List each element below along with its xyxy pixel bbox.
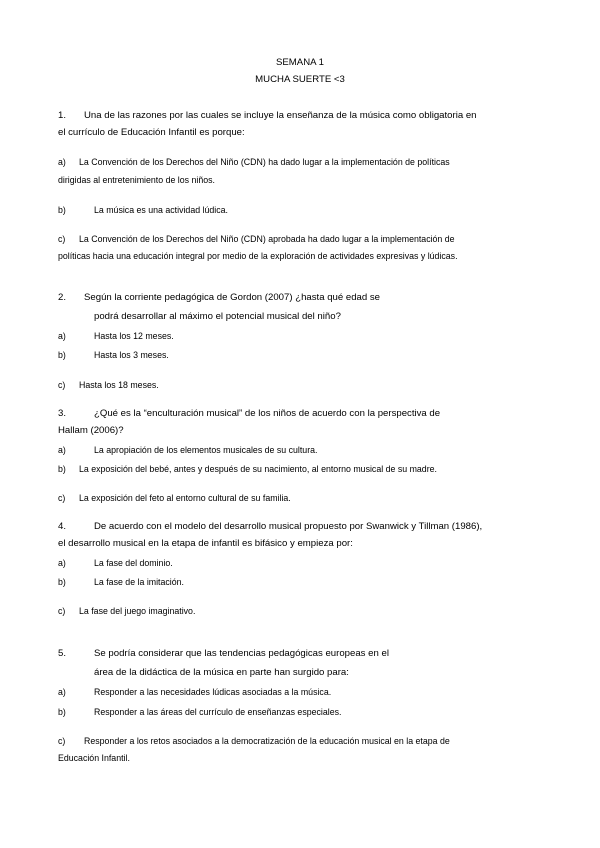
question-4-text-line-2: el desarrollo musical en la etapa de infantil es bifásico y empieza por: — [58, 538, 353, 549]
question-3-option-b-line-1: La exposición del bebé, antes y después de su nacimiento, al entorno musical de su madre. — [79, 464, 437, 474]
question-1-option-a-line-2: dirigidas al entretenimiento de los niños. — [58, 175, 215, 185]
question-5-option-c-line-2: Educación Infantil. — [58, 753, 130, 763]
question-1-text-line-2: el currículo de Educación Infantil es porque: — [58, 127, 245, 138]
question-1-number: 1. — [58, 110, 67, 121]
page-subtitle-wish: MUCHA SUERTE <3 — [255, 74, 345, 85]
question-5-text-line-2: área de la didáctica de la música en parte han surgido para: — [94, 667, 349, 678]
question-3-number: 3. — [58, 408, 67, 419]
question-1-option-c-line-1: La Convención de los Derechos del Niño (CDN) aprobada ha dado lugar a la implementación de — [79, 234, 455, 244]
question-2-number: 2. — [58, 292, 67, 303]
question-3-text-line-1: ¿Qué es la “enculturación musical” de los niños de acuerdo con la perspectiva de — [94, 408, 441, 419]
question-3-option-c-line-1: La exposición del feto al entorno cultural de su familia. — [79, 493, 291, 503]
question-4-option-c-line-1: La fase del juego imaginativo. — [79, 606, 196, 616]
question-1-option-c-line-2: políticas hacia una educación integral por medio de la exploración de actividades expresivas y lúdicas. — [58, 251, 458, 261]
question-1-text-line-1: Una de las razones por las cuales se incluye la enseñanza de la música como obligatoria en — [84, 110, 477, 121]
question-4-text-line-1: De acuerdo con el modelo del desarrollo musical propuesto por Swanwick y Tillman (1986), — [94, 521, 483, 532]
question-4-option-b-letter: b) — [58, 577, 66, 587]
question-3-text-line-2: Hallam (2006)? — [58, 425, 124, 436]
question-4-option-a-line-1: La fase del dominio. — [94, 558, 173, 568]
question-5-option-c-letter: c) — [58, 736, 66, 746]
question-2-text-line-1: Según la corriente pedagógica de Gordon (2007) ¿hasta qué edad se — [84, 292, 381, 303]
question-5-text-line-1: Se podría considerar que las tendencias pedagógicas europeas en el — [94, 648, 389, 659]
question-5-option-a-letter: a) — [58, 687, 66, 697]
question-2-option-c-line-1: Hasta los 18 meses. — [79, 380, 159, 390]
question-1-option-a-line-1: La Convención de los Derechos del Niño (CDN) ha dado lugar a la implementación de políticas — [79, 157, 450, 167]
question-4-option-b-line-1: La fase de la imitación. — [94, 577, 184, 587]
question-5-number: 5. — [58, 648, 67, 659]
question-2-option-a-letter: a) — [58, 331, 66, 341]
question-2-option-b-line-1: Hasta los 3 meses. — [94, 350, 169, 360]
question-3-option-b-letter: b) — [58, 464, 66, 474]
question-1-option-b-letter: b) — [58, 205, 66, 215]
question-3-option-a-line-1: La apropiación de los elementos musicales de su cultura. — [94, 445, 318, 455]
question-3-option-c-letter: c) — [58, 493, 66, 503]
question-4-option-c-letter: c) — [58, 606, 66, 616]
question-4-option-a-letter: a) — [58, 558, 66, 568]
question-2-option-c-letter: c) — [58, 380, 66, 390]
question-2-option-b-letter: b) — [58, 350, 66, 360]
question-2-option-a-line-1: Hasta los 12 meses. — [94, 331, 174, 341]
question-1-option-b-line-1: La música es una actividad lúdica. — [94, 205, 228, 215]
question-5-option-a-line-1: Responder a las necesidades lúdicas asociadas a la música. — [94, 687, 332, 697]
question-4-number: 4. — [58, 521, 67, 532]
question-5-option-b-letter: b) — [58, 707, 66, 717]
question-5-option-b-line-1: Responder a las áreas del currículo de enseñanzas especiales. — [94, 707, 342, 717]
question-3-option-a-letter: a) — [58, 445, 66, 455]
question-5-option-c-line-1: Responder a los retos asociados a la democratización de la educación musical en la etapa de — [84, 736, 450, 746]
page-title-week: SEMANA 1 — [276, 57, 324, 68]
question-2-text-line-2: podrá desarrollar al máximo el potencial musical del niño? — [94, 311, 341, 322]
question-1-option-c-letter: c) — [58, 234, 66, 244]
question-1-option-a-letter: a) — [58, 157, 66, 167]
